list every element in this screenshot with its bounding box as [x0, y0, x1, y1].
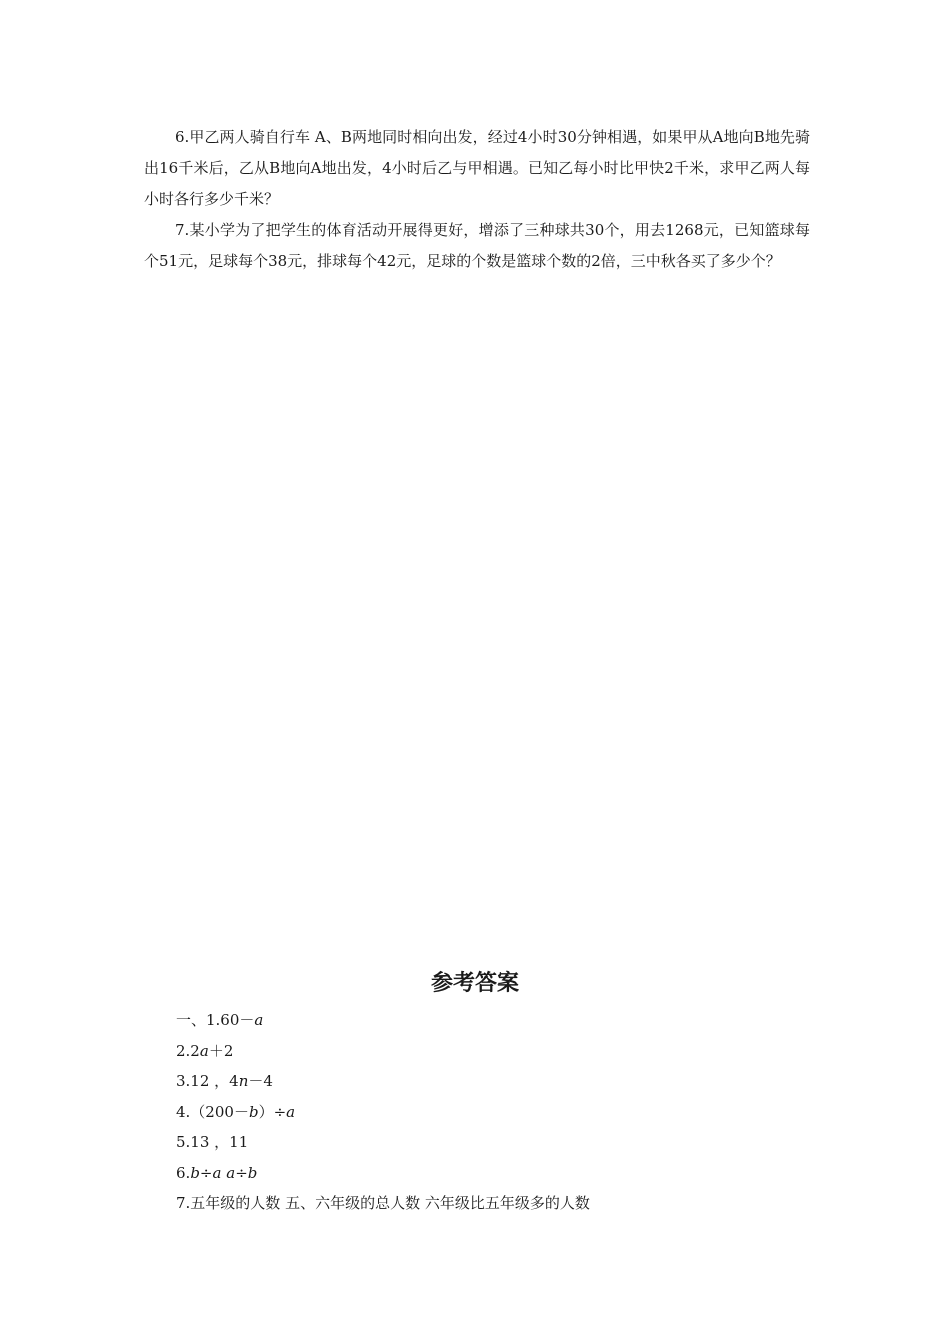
- answer-line-7: 7.五年级的人数 五、六年级的总人数 六年级比五年级多的人数: [176, 1194, 590, 1212]
- problem-6: 6.甲乙两人骑自行车 A、B两地同时相向出发，经过4小时30分钟相遇，如果甲从A地向B地先骑出16千米后，乙从B地向A地出发，4小时后乙与甲相遇。已知乙每小时比甲快2千米，求甲乙两人每小时各行多少千米？: [144, 128, 810, 208]
- answers-section: [176, 1005, 590, 1219]
- answers-title: 参考答案: [430, 971, 519, 996]
- answer-line-2: 2.2a＋2: [176, 1041, 234, 1060]
- problems-section: [144, 122, 810, 277]
- answer-line-1: 一、1.60－a: [176, 1011, 264, 1029]
- answer-line-5: 5.13 ，11: [176, 1133, 249, 1151]
- answer-line-6: 6.b÷a a÷b: [176, 1163, 258, 1182]
- answer-line-3: 3.12 ，4n－4: [176, 1072, 273, 1090]
- problem-7: 7.某小学为了把学生的体育活动开展得更好，增添了三种球共30个，用去1268元，已知篮球每个51元，足球每个38元，排球每个42元，足球的个数是篮球个数的2倍，三中秋各买了多少个？: [144, 221, 810, 270]
- answer-line-4: 4.（200－b）÷a: [176, 1102, 296, 1121]
